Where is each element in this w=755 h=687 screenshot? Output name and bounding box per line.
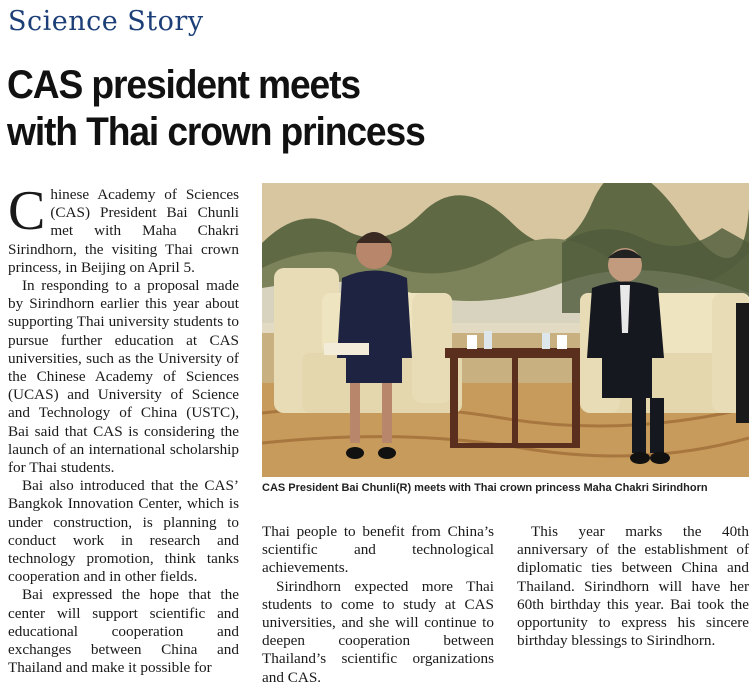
paragraph-6: This year marks the 40th anniversary of the establishment of diplomatic ties between China and Thailand. Sirindhorn will have her 60th birthday this year. Bai took the opportunity to express his sincere birthday blessings to Sirindhorn.	[517, 523, 749, 650]
photo-caption: CAS President Bai Chunli(R) meets with Thai crown princess Maha Chakri Sirindhorn	[262, 482, 708, 494]
paragraph-1	[8, 180, 239, 277]
article-column-1	[8, 180, 239, 677]
paragraph-3: Bai also introduced that the CAS’ Bangkok Innovation Center, which is under construction, is planning to conduct work in research and technology promotion, think tanks cooperation and in other fields.	[8, 477, 239, 586]
article-photo	[262, 183, 749, 477]
paragraph-5: Sirindhorn expected more Thai students to come to study at CAS universities, and she will continue to deepen cooperation between Thailand’s scientific organizations and CAS.	[262, 577, 494, 686]
section-label: Science Story	[8, 6, 204, 37]
paragraph-4-continued: Thai people to benefit from China’s scientific and technological achievements.	[262, 523, 494, 577]
drop-cap: C	[8, 180, 46, 242]
article-column-2	[262, 523, 494, 687]
paragraph-1-text: hinese Academy of Sciences (CAS) President Bai Chunli met with Maha Chakri Sirindhorn, the visiting Thai crown princess, in Beijing on April 5.	[8, 186, 239, 276]
paragraph-4: Bai expressed the hope that the center will support scientific and educational cooperation and exchanges between China and Thailand and make it possible for	[8, 586, 239, 677]
article-column-3	[517, 523, 749, 650]
paragraph-2: In responding to a proposal made by Sirindhorn earlier this year about supporting Thai university students to pursue further education at CAS universities, such as the University of the Chinese Academy of Sciences (UCAS) and University of Science and Technology of China (USTC), Bai said that CAS is considering the launch of an international scholarship for Thai students.	[8, 277, 239, 477]
headline	[7, 62, 491, 156]
headline-line-2: with Thai crown princess	[7, 110, 425, 154]
headline-line-1: CAS president meets	[7, 63, 360, 107]
